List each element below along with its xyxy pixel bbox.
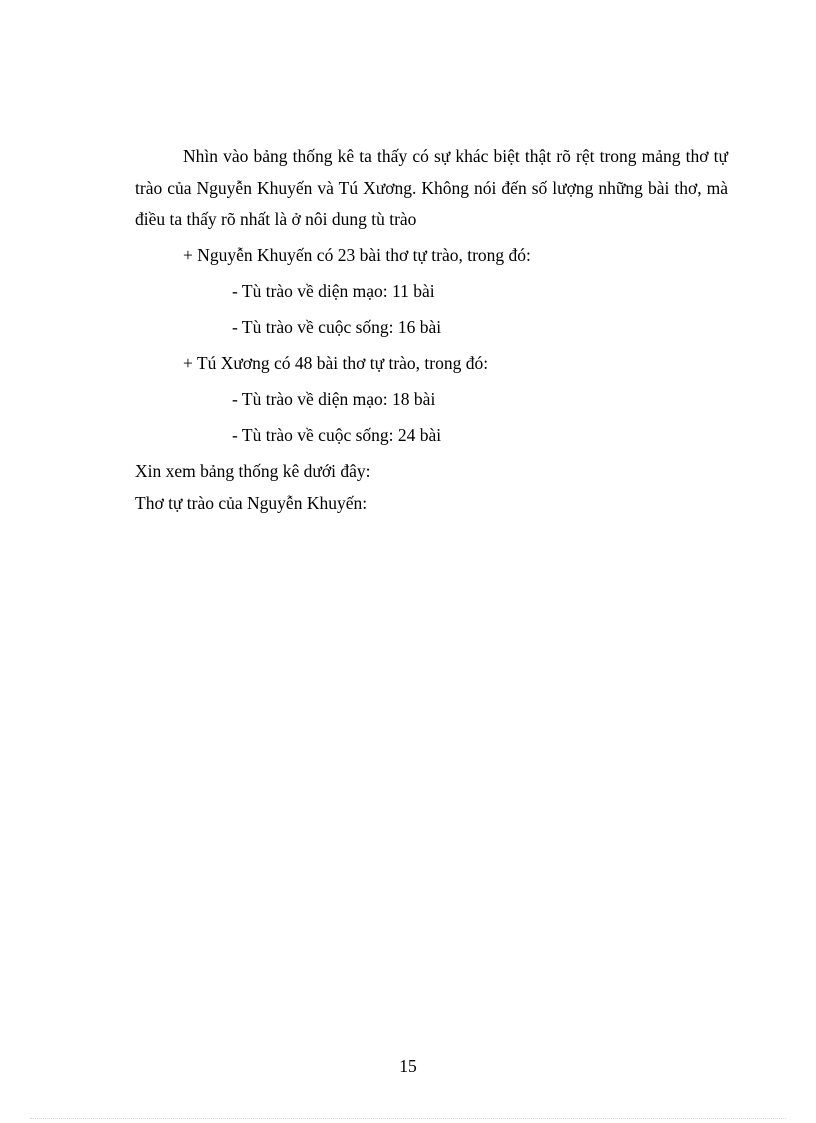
tu-xuong-life-count: - Tù trào về cuộc sống: 24 bài bbox=[232, 425, 442, 445]
page-number: 15 bbox=[399, 1056, 417, 1076]
nguyen-khuyen-appearance-count: - Tù trào về diện mạo: 11 bài bbox=[232, 281, 435, 301]
tu-xuong-summary: + Tú Xương có 48 bài thơ tự trào, trong đó: bbox=[183, 353, 489, 373]
see-table-line: Xin xem bảng thống kê dưới đây: bbox=[135, 461, 371, 481]
nguyen-khuyen-life-count: - Tù trào về cuộc sống: 16 bài bbox=[232, 317, 442, 337]
tu-xuong-appearance-count: - Tù trào về diện mạo: 18 bài bbox=[232, 389, 436, 409]
intro-paragraph: Nhìn vào bảng thống kê ta thấy có sự khác biệt thật rõ rệt trong mảng thơ tự trào của Nguyễn Khuyến và Tú Xương. Không nói đến số lượng những bài thơ, mà điều ta thấy rõ nhất là ở nôi dung tù trào bbox=[135, 146, 728, 229]
page-bottom-divider bbox=[30, 1118, 786, 1119]
section-heading: Thơ tự trào của Nguyễn Khuyến: bbox=[135, 493, 368, 513]
nguyen-khuyen-summary: + Nguyễn Khuyến có 23 bài thơ tự trào, trong đó: bbox=[183, 245, 531, 265]
